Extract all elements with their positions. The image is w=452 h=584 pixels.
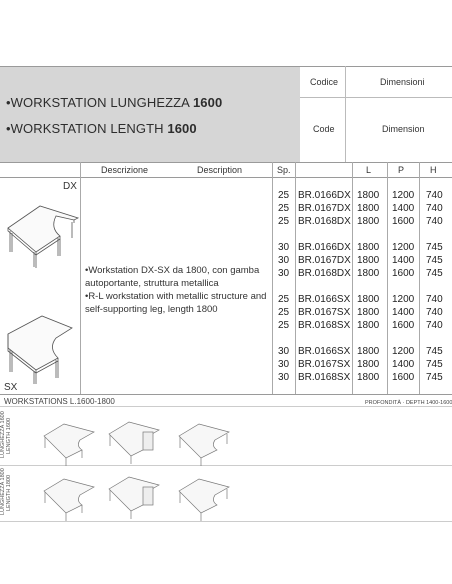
desk-thumb-1800-b [105,471,165,511]
table-cell-h: 740 [426,203,443,214]
table-cell-p: 1200 [392,190,415,201]
table-cell-sp: 25 [278,216,290,227]
divider [0,162,452,163]
divider [345,66,346,162]
table-cell-l: 1800 [357,190,380,201]
title-italian: •WORKSTATION LUNGHEZZA 1600 [6,95,223,110]
table-cell-sp: 30 [278,268,290,279]
desk-thumb-1600-a [40,418,100,458]
desk-sx-drawing [0,306,80,386]
code-label: Code [313,124,335,134]
divider [387,162,388,394]
table-cell-l: 1800 [357,268,380,279]
title-english: •WORKSTATION LENGTH 1600 [6,121,197,136]
table-cell-l: 1800 [357,372,380,383]
table-cell-code: BR.0168SX [298,372,351,383]
table-cell-h: 740 [426,190,443,201]
divider [80,162,81,394]
divider [0,521,452,522]
table-cell-sp: 30 [278,359,290,370]
divider [295,162,296,394]
table-cell-sp: 30 [278,255,290,266]
table-cell-l: 1800 [357,307,380,318]
table-cell-h: 740 [426,307,443,318]
table-cell-l: 1800 [357,216,380,227]
description-italian: •Workstation DX-SX da 1800, con gamba autoportante, struttura metallica [85,265,260,289]
divider [300,97,452,98]
table-cell-code: BR.0168SX [298,320,351,331]
table-cell-code: BR.0167DX [298,203,351,214]
table-cell-sp: 25 [278,320,290,331]
table-cell-p: 1400 [392,359,415,370]
col-sp: Sp. [277,165,291,175]
table-cell-code: BR.0167SX [298,307,351,318]
table-cell-p: 1200 [392,242,415,253]
desk-thumb-1600-b [105,416,165,456]
table-cell-sp: 25 [278,203,290,214]
desk-thumb-1800-c [175,473,235,513]
desk-thumb-1800-a [40,473,100,513]
desk-dx-drawing [0,190,80,270]
table-cell-l: 1800 [357,346,380,357]
table-cell-code: BR.0168DX [298,268,351,279]
table-cell-h: 745 [426,372,443,383]
divider [0,66,452,67]
table-cell-sp: 30 [278,372,290,383]
codice-label: Codice [310,77,339,87]
table-cell-sp: 30 [278,242,290,253]
header-band [0,66,300,162]
divider [0,406,452,407]
divider [0,177,452,178]
table-cell-sp: 25 [278,190,290,201]
table-cell-l: 1800 [357,255,380,266]
table-cell-h: 745 [426,268,443,279]
table-cell-l: 1800 [357,242,380,253]
table-cell-h: 745 [426,255,443,266]
table-cell-p: 1600 [392,372,415,383]
table-cell-sp: 30 [278,346,290,357]
table-cell-code: BR.0167SX [298,359,351,370]
dimensioni-label: Dimensioni [380,77,425,87]
col-descrizione: Descrizione [101,165,149,175]
table-cell-p: 1400 [392,203,415,214]
table-cell-code: BR.0167DX [298,255,351,266]
table-cell-l: 1800 [357,320,380,331]
table-cell-sp: 25 [278,294,290,305]
side-label-1600: LUNGHEZZA 1600 LENGTH 1600 [0,411,12,458]
divider [419,162,420,394]
table-cell-p: 1400 [392,255,415,266]
table-cell-p: 1200 [392,346,415,357]
table-cell-code: BR.0166DX [298,242,351,253]
table-cell-p: 1400 [392,307,415,318]
table-cell-l: 1800 [357,203,380,214]
profondita-label: PROFONDITÀ · DEPTH 1400-1600 [365,400,452,406]
table-cell-l: 1800 [357,294,380,305]
table-cell-l: 1800 [357,359,380,370]
divider [0,465,452,466]
workstations-label: WORKSTATIONS L.1600-1800 [4,397,115,406]
table-cell-h: 745 [426,359,443,370]
table-cell-p: 1600 [392,268,415,279]
table-cell-p: 1200 [392,294,415,305]
divider [352,162,353,394]
table-cell-p: 1600 [392,216,415,227]
table-cell-h: 740 [426,320,443,331]
table-cell-h: 740 [426,294,443,305]
desk-thumb-1600-c [175,418,235,458]
table-cell-h: 745 [426,346,443,357]
table-cell-sp: 25 [278,307,290,318]
table-cell-code: BR.0168DX [298,216,351,227]
sx-label: SX [4,382,18,393]
table-cell-p: 1600 [392,320,415,331]
table-cell-code: BR.0166DX [298,190,351,201]
col-h: H [430,165,437,175]
col-l: L [366,165,372,175]
description-english: •R-L workstation with metallic structure and self-supporting leg, length 1800 [85,291,267,315]
table-cell-code: BR.0166SX [298,346,351,357]
table-cell-code: BR.0166SX [298,294,351,305]
col-p: P [398,165,405,175]
side-label-1800: LUNGHEZZA 1800 LENGTH 1800 [0,468,12,515]
col-description: Description [197,165,243,175]
table-cell-h: 740 [426,216,443,227]
dimension-label: Dimension [382,124,425,134]
divider [0,394,452,395]
dx-label: DX [63,181,77,192]
table-cell-h: 745 [426,242,443,253]
